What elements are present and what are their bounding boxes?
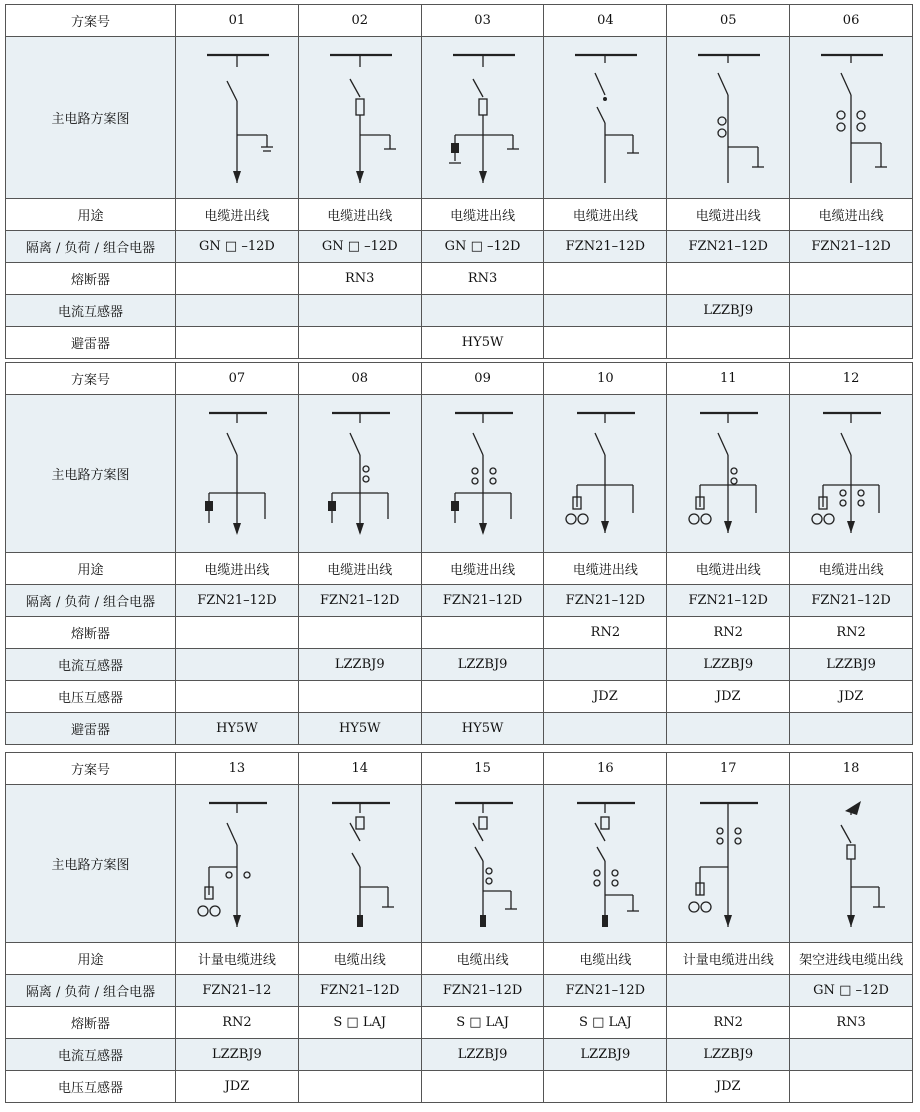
row-current-transformer [6,1039,913,1071]
row-label: 主电路方案图 [6,395,176,553]
table-cell: FZN21–12D [544,585,667,617]
table-cell: LZZBJ9 [667,1039,790,1071]
table-cell: FZN21–12D [667,585,790,617]
table-cell: LZZBJ9 [176,1039,299,1071]
table-cell [298,1071,421,1103]
table-cell [298,327,421,359]
table-cell [667,263,790,295]
table-cell: FZN21–12D [421,975,544,1007]
row-label: 电流互感器 [6,1039,176,1071]
row-label: 熔断器 [6,617,176,649]
table-cell: LZZBJ9 [421,1039,544,1071]
scheme-number: 09 [421,363,544,395]
table-cell [421,617,544,649]
scheme-number: 10 [544,363,667,395]
table-cell [298,681,421,713]
scheme-number: 11 [667,363,790,395]
scheme-table-1 [5,4,913,359]
row-fuse [6,263,913,295]
table-cell: FZN21–12D [298,585,421,617]
row-label: 熔断器 [6,263,176,295]
row-label: 主电路方案图 [6,785,176,943]
table-cell: 电缆进出线 [544,553,667,585]
table-cell: 电缆进出线 [421,553,544,585]
table-cell: FZN21–12D [544,975,667,1007]
row-fuse [6,617,913,649]
scheme-number: 15 [421,753,544,785]
scheme-number: 16 [544,753,667,785]
table-cell: HY5W [421,713,544,745]
table-cell: JDZ [667,1071,790,1103]
table-cell: FZN21–12D [421,585,544,617]
table-cell: GN □ –12D [176,231,299,263]
table-cell: 架空进线电缆出线 [790,943,913,975]
table-cell: LZZBJ9 [544,1039,667,1071]
scheme-table-3 [5,752,913,1103]
row-usage [6,943,913,975]
circuit-diagram [790,785,913,943]
circuit-diagram [544,37,667,199]
row-voltage-transformer [6,1071,913,1103]
row-usage [6,199,913,231]
table-cell: FZN21–12 [176,975,299,1007]
table-cell [176,649,299,681]
circuit-diagram [421,785,544,943]
table-cell: 电缆出线 [544,943,667,975]
circuit-diagram [176,395,299,553]
circuit-diagram [421,37,544,199]
table-cell: JDZ [667,681,790,713]
table-cell: RN2 [544,617,667,649]
table-cell [421,295,544,327]
row-label: 熔断器 [6,1007,176,1039]
row-current-transformer [6,649,913,681]
table-cell [667,975,790,1007]
table-cell: RN3 [298,263,421,295]
row-label: 方案号 [6,5,176,37]
row-circuit-diagram [6,395,913,553]
scheme-number: 08 [298,363,421,395]
scheme-number: 12 [790,363,913,395]
circuit-diagram [544,395,667,553]
circuit-diagram [667,785,790,943]
table-cell [544,649,667,681]
circuit-diagram [544,785,667,943]
table-cell: RN2 [667,617,790,649]
table-cell: HY5W [421,327,544,359]
row-label: 电压互感器 [6,1071,176,1103]
row-label: 避雷器 [6,713,176,745]
table-cell [790,1039,913,1071]
table-cell: LZZBJ9 [298,649,421,681]
row-label: 电流互感器 [6,295,176,327]
row-arrester [6,713,913,745]
row-label: 方案号 [6,753,176,785]
table-cell: 电缆进出线 [790,553,913,585]
row-current-transformer [6,295,913,327]
table-cell [790,713,913,745]
circuit-diagram [667,37,790,199]
table-cell: 电缆进出线 [421,199,544,231]
row-circuit-diagram [6,785,913,943]
scheme-number: 04 [544,5,667,37]
table-cell: S □ LAJ [544,1007,667,1039]
table-cell [421,1071,544,1103]
table-cell: GN □ –12D [790,975,913,1007]
table-cell: LZZBJ9 [790,649,913,681]
scheme-number: 14 [298,753,421,785]
circuit-diagram [421,395,544,553]
table-cell: 电缆进出线 [176,199,299,231]
table-cell [544,1071,667,1103]
table-cell: 电缆进出线 [667,553,790,585]
table-cell: 电缆进出线 [790,199,913,231]
table-cell: RN2 [667,1007,790,1039]
table-cell [790,327,913,359]
row-label: 电流互感器 [6,649,176,681]
table-cell: LZZBJ9 [667,295,790,327]
table-cell: RN2 [790,617,913,649]
table-cell: FZN21–12D [667,231,790,263]
table-cell: RN2 [176,1007,299,1039]
row-label: 避雷器 [6,327,176,359]
row-usage [6,553,913,585]
row-label: 隔离 / 负荷 / 组合电器 [6,975,176,1007]
table-cell: JDZ [790,681,913,713]
scheme-number: 02 [298,5,421,37]
row-label: 主电路方案图 [6,37,176,199]
table-cell: LZZBJ9 [421,649,544,681]
circuit-diagram [790,37,913,199]
circuit-diagram [298,37,421,199]
row-scheme-number [6,363,913,395]
table-cell [176,327,299,359]
scheme-number: 06 [790,5,913,37]
table-cell: FZN21–12D [544,231,667,263]
table-cell [176,617,299,649]
circuit-diagram [176,785,299,943]
table-cell: RN3 [421,263,544,295]
row-switchgear [6,231,913,263]
table-cell [176,263,299,295]
table-cell: LZZBJ9 [667,649,790,681]
row-arrester [6,327,913,359]
row-label: 用途 [6,943,176,975]
row-circuit-diagram [6,37,913,199]
row-label: 方案号 [6,363,176,395]
scheme-number: 05 [667,5,790,37]
table-cell: 电缆进出线 [176,553,299,585]
table-cell: S □ LAJ [298,1007,421,1039]
row-label: 隔离 / 负荷 / 组合电器 [6,231,176,263]
table-cell [544,327,667,359]
table-cell: HY5W [176,713,299,745]
table-cell: 计量电缆进线 [176,943,299,975]
table-cell: S □ LAJ [421,1007,544,1039]
table-cell [544,713,667,745]
table-cell: 电缆进出线 [544,199,667,231]
table-cell [667,713,790,745]
table-cell: FZN21–12D [176,585,299,617]
table-cell: HY5W [298,713,421,745]
table-cell [544,263,667,295]
scheme-number: 01 [176,5,299,37]
scheme-number: 13 [176,753,299,785]
row-label: 用途 [6,553,176,585]
row-label: 隔离 / 负荷 / 组合电器 [6,585,176,617]
table-cell: 电缆进出线 [667,199,790,231]
table-cell: FZN21–12D [298,975,421,1007]
table-cell: FZN21–12D [790,585,913,617]
circuit-diagram [298,395,421,553]
scheme-number: 18 [790,753,913,785]
scheme-number: 07 [176,363,299,395]
table-cell [790,263,913,295]
table-cell [421,681,544,713]
table-cell: FZN21–12D [790,231,913,263]
scheme-number: 17 [667,753,790,785]
table-cell [790,1071,913,1103]
row-voltage-transformer [6,681,913,713]
table-cell [544,295,667,327]
circuit-diagram [790,395,913,553]
table-cell: 计量电缆进出线 [667,943,790,975]
row-switchgear [6,585,913,617]
table-cell: 电缆出线 [421,943,544,975]
table-cell: GN □ –12D [421,231,544,263]
table-cell [790,295,913,327]
row-scheme-number [6,753,913,785]
scheme-number: 03 [421,5,544,37]
scheme-table-2 [5,362,913,745]
row-scheme-number [6,5,913,37]
row-fuse [6,1007,913,1039]
table-cell [667,327,790,359]
table-cell [298,617,421,649]
table-cell: JDZ [544,681,667,713]
circuit-diagram [176,37,299,199]
table-cell: RN3 [790,1007,913,1039]
table-cell: JDZ [176,1071,299,1103]
circuit-diagram [667,395,790,553]
table-cell: 电缆进出线 [298,553,421,585]
table-cell: 电缆进出线 [298,199,421,231]
table-cell [176,295,299,327]
row-switchgear [6,975,913,1007]
circuit-diagram [298,785,421,943]
table-cell [298,295,421,327]
row-label: 电压互感器 [6,681,176,713]
table-cell [176,681,299,713]
table-cell [298,1039,421,1071]
table-cell: GN □ –12D [298,231,421,263]
table-cell: 电缆出线 [298,943,421,975]
row-label: 用途 [6,199,176,231]
